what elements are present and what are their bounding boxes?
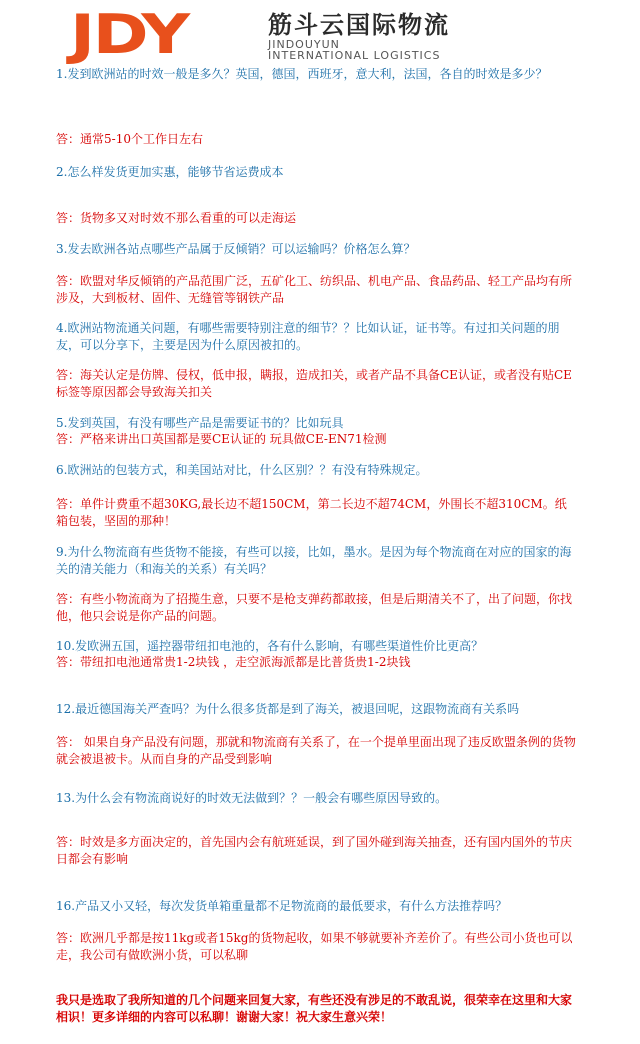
faq-answer-9: 答：有些小物流商为了招揽生意，只要不是枪支弹药都敢接，但是后期清关不了，出了问题，你找他，他只会说是你产品的问题。 xyxy=(56,592,573,623)
faq-question-2: 2.怎么样发货更加实惠，能够节省运费成本 xyxy=(56,165,284,179)
logo-english-line-1: JINDOUYUN xyxy=(268,38,340,51)
faq-answer-2: 答：货物多又对时效不那么看重的可以走海运 xyxy=(56,211,297,225)
faq-question-6: 6.欧洲站的包装方式，和美国站对比，什么区别？？有没有特殊规定。 xyxy=(56,463,428,477)
faq-answer-10: 答：带纽扣电池通常贵1-2块钱 ，走空派海派都是比普货贵1-2块钱 xyxy=(56,655,411,669)
jdy-logo-mark: JDY xyxy=(70,3,188,66)
faq-answer-6: 答：单件计费重不超30KG,最长边不超150CM，第二长边不超74CM，外围长不超310CM。纸箱包装，坚固的那种！ xyxy=(56,497,567,528)
logo-chinese-name: 筋斗云国际物流 xyxy=(268,11,450,39)
faq-question-16: 16.产品又小又轻，每次发货单箱重量都不足物流商的最低要求，有什么方法推荐吗？ xyxy=(56,899,508,913)
faq-question-13: 13.为什么会有物流商说好的时效无法做到？？一般会有哪些原因导致的。 xyxy=(56,791,448,805)
faq-answer-5: 答：严格来讲出口英国都是要CE认证的 玩具做CE-EN71检测 xyxy=(56,432,387,446)
faq-answer-13: 答：时效是多方面决定的，首先国内会有航班延误，到了国外碰到海关抽查，还有国内国外的节庆日都会有影响 xyxy=(56,835,573,866)
closing-remarks: 我只是选取了我所知道的几个问题来回复大家，有些还没有涉足的不敢乱说，很荣幸在这里和大家相识！更多详细的内容可以私聊！谢谢大家！祝大家生意兴荣！ xyxy=(56,993,573,1024)
faq-answer-12: 答： 如果自身产品没有问题，那就和物流商有关系了，在一个提单里面出现了违反欧盟条例的货物就会被退被卡。从而自身的产品受到影响 xyxy=(56,735,576,766)
faq-question-12: 12.最近德国海关严查吗？为什么很多货都是到了海关，被退回呢，这跟物流商有关系吗 xyxy=(56,702,520,716)
faq-question-1: 1.发到欧洲站的时效一般是多久？英国，德国，西班牙，意大利，法国，各自的时效是多少？ xyxy=(56,67,548,81)
faq-answer-1: 答：通常5-10个工作日左右 xyxy=(56,132,203,146)
faq-question-5: 5.发到英国，有没有哪些产品是需要证书的？比如玩具 xyxy=(56,416,344,430)
logo-header xyxy=(0,0,640,64)
faq-answer-16: 答：欧洲几乎都是按11kg或者15kg的货物起收，如果不够就要补齐差价了。有些公司小货也可以走，我公司有做欧洲小货，可以私聊 xyxy=(56,931,573,962)
faq-answer-4: 答：海关认定是仿牌、侵权，低申报，瞒报，造成扣关，或者产品不具备CE认证，或者没有贴CE标签等原因都会导致海关扣关 xyxy=(56,368,572,399)
logo-english-line-2: INTERNATIONAL LOGISTICS xyxy=(268,49,441,62)
faq-question-4: 4.欧洲站物流通关问题，有哪些需要特别注意的细节？？比如认证，证书等。有过扣关问题的朋友，可以分享下，主要是因为什么原因被扣的。 xyxy=(56,321,560,352)
faq-answer-3: 答：欧盟对华反倾销的产品范围广泛，五矿化工、纺织品、机电产品、食品药品、轻工产品均有所涉及，大到板材、固件、无缝管等钢铁产品 xyxy=(56,274,573,305)
faq-question-9: 9.为什么物流商有些货物不能接，有些可以接，比如，墨水。是因为每个物流商在对应的国家的海关的清关能力（和海关的关系）有关吗？ xyxy=(56,545,572,576)
faq-question-10: 10.发欧洲五国，遥控器带纽扣电池的，各有什么影响，有哪些渠道性价比更高？ xyxy=(56,639,484,653)
faq-question-3: 3.发去欧洲各站点哪些产品属于反倾销？可以运输吗？价格怎么算？ xyxy=(56,242,416,256)
